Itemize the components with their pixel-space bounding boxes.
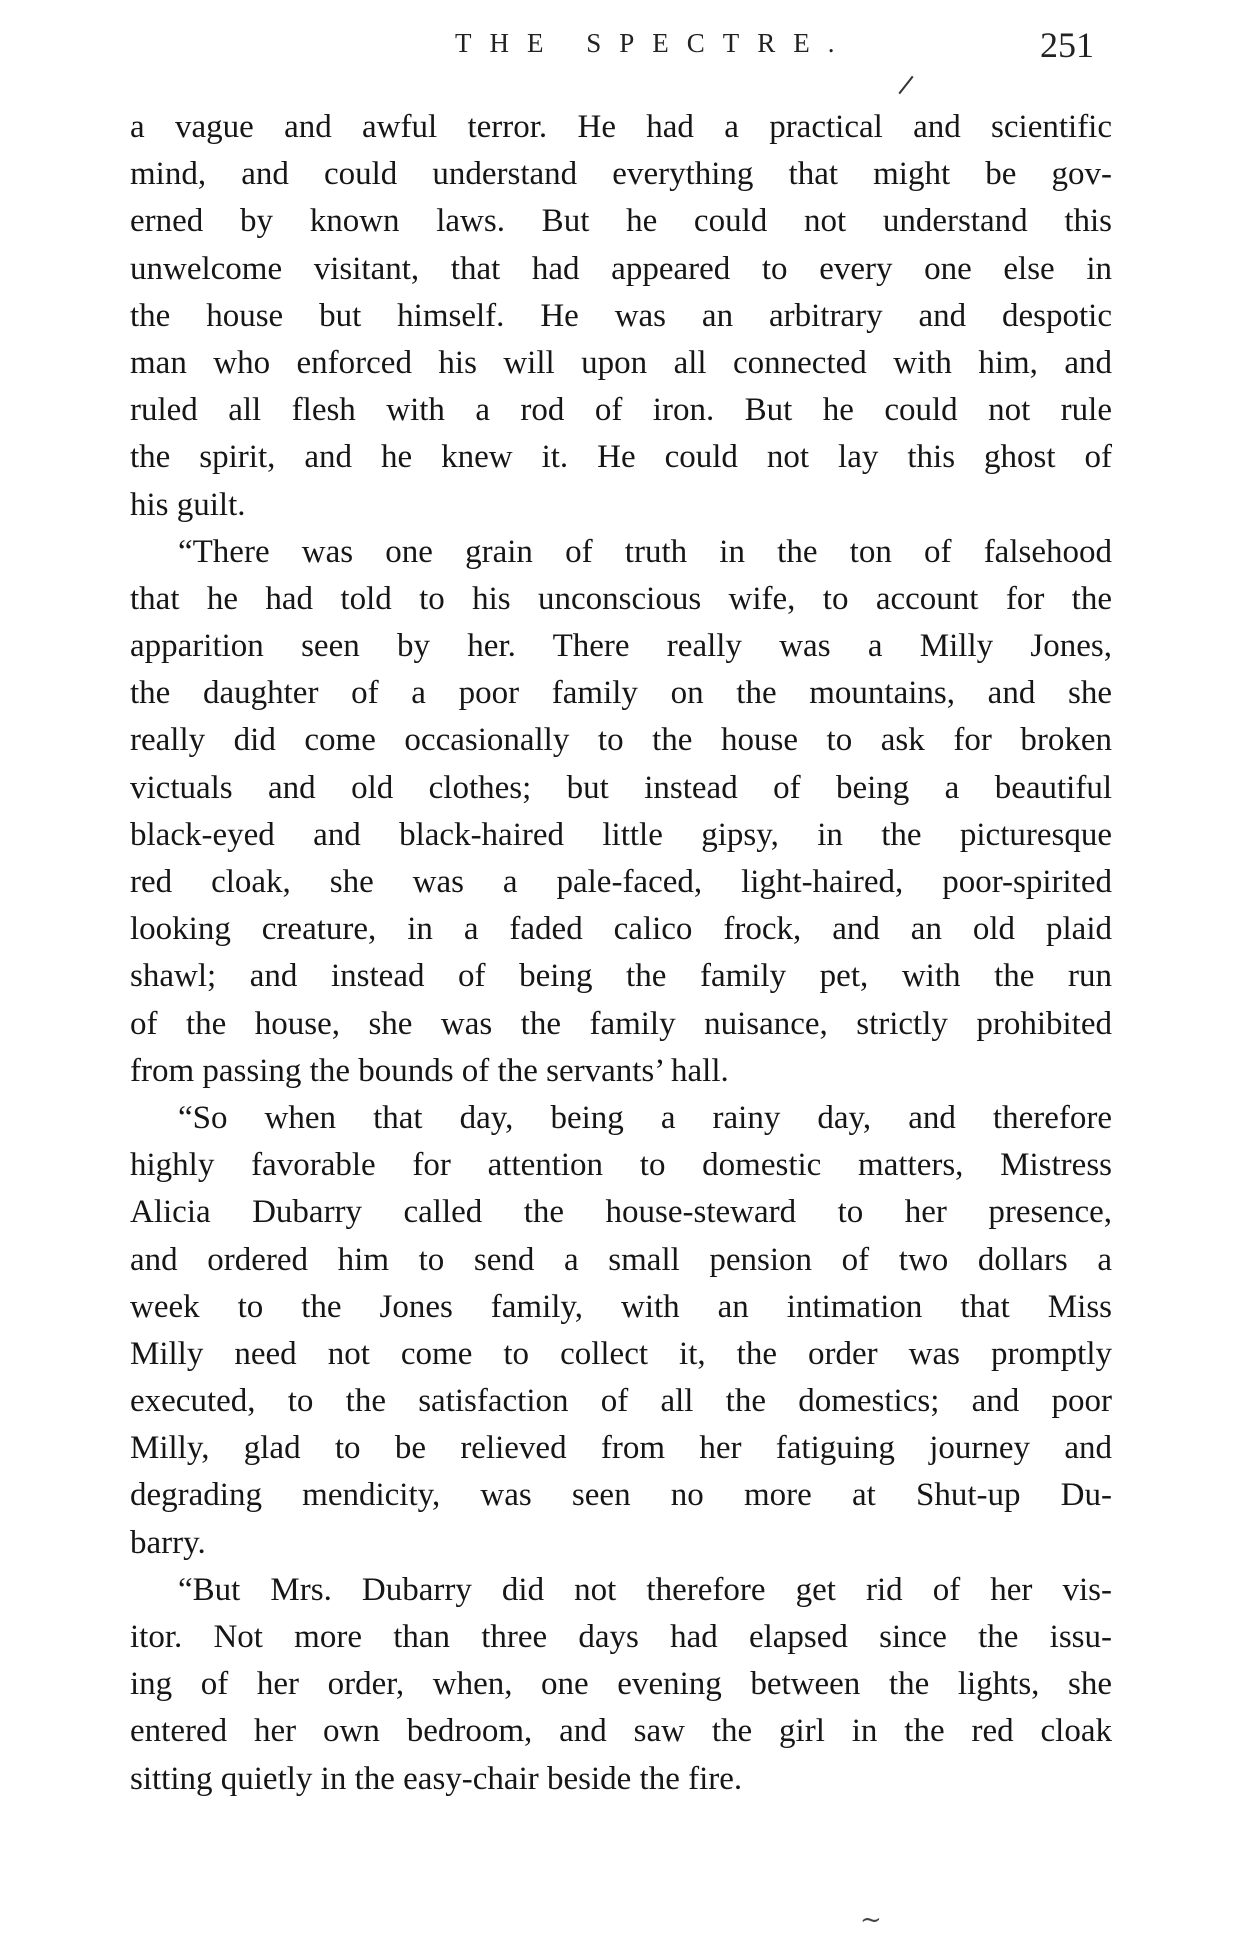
text-line: Milly need not come to collect it, the order was promptly [130,1335,1112,1372]
text-line: barry. [130,1524,206,1561]
stray-ink-mark [898,76,913,95]
text-line: degrading mendicity, was seen no more at Shut-up Du- [130,1477,1112,1514]
text-line: of the house, she was the family nuisance, strictly prohibited [130,1005,1112,1042]
text-line: sitting quietly in the easy-chair beside the fire. [130,1760,743,1797]
text-line: “There was one grain of truth in the ton of falsehood [178,533,1112,570]
stray-ink-mark-bottom: ~ [860,1905,882,1935]
text-line: a vague and awful terror. He had a practical and scientific [130,109,1112,145]
text-line: the house but himself. He was an arbitrary and despotic [130,297,1112,334]
text-line: from passing the bounds of the servants’ hall. [130,1052,729,1089]
text-line: entered her own bedroom, and saw the girl in the red cloak [130,1713,1112,1750]
text-line: Alicia Dubarry called the house-steward to her presence, [130,1194,1112,1231]
text-line: really did come occasionally to the house to ask for broken [130,722,1112,759]
text-line: looking creature, in a faded calico frock, and an old plaid [130,911,1112,948]
text-line: and ordered him to send a small pension of two dollars a [130,1241,1112,1278]
text-line: the daughter of a poor family on the mountains, and she [130,675,1112,712]
text-line: ruled all flesh with a rod of iron. But he could not rule [130,392,1112,429]
text-line: erned by known laws. But he could not understand this [130,203,1112,240]
text-line: “So when that day, being a rainy day, and therefore [178,1099,1112,1136]
text-line: highly favorable for attention to domestic matters, Mistress [130,1147,1112,1184]
text-line: unwelcome visitant, that had appeared to every one else in [130,250,1112,287]
text-line: man who enforced his will upon all connected with him, and [130,344,1112,381]
text-line: Milly, glad to be relieved from her fatiguing journey and [130,1430,1112,1467]
text-line: victuals and old clothes; but instead of being a beautiful [130,769,1112,806]
text-line: apparition seen by her. There really was a Milly Jones, [130,628,1112,665]
text-line: “But Mrs. Dubarry did not therefore get rid of her vis- [178,1571,1112,1608]
text-line: the spirit, and he knew it. He could not lay this ghost of [130,439,1112,476]
running-title: THE SPECTRE. [455,28,853,58]
text-line: itor. Not more than three days had elapsed since the issu- [130,1619,1112,1655]
text-line: his guilt. [130,486,246,523]
text-line: red cloak, she was a pale-faced, light-haired, poor-spirited [130,864,1112,900]
text-line: ing of her order, when, one evening between the lights, she [130,1666,1112,1703]
text-line: executed, to the satisfaction of all the domestics; and poor [130,1383,1112,1420]
body-text [130,104,1112,1803]
text-line: shawl; and instead of being the family pet, with the run [130,958,1112,995]
text-line: that he had told to his unconscious wife, to account for the [130,580,1112,617]
text-line: black-eyed and black-haired little gipsy, in the picturesque [130,816,1112,853]
text-line: week to the Jones family, with an intimation that Miss [130,1288,1112,1325]
page-number: 251 [1040,25,1094,65]
running-head [0,25,1258,68]
text-line: mind, and could understand everything that might be gov- [130,156,1112,193]
